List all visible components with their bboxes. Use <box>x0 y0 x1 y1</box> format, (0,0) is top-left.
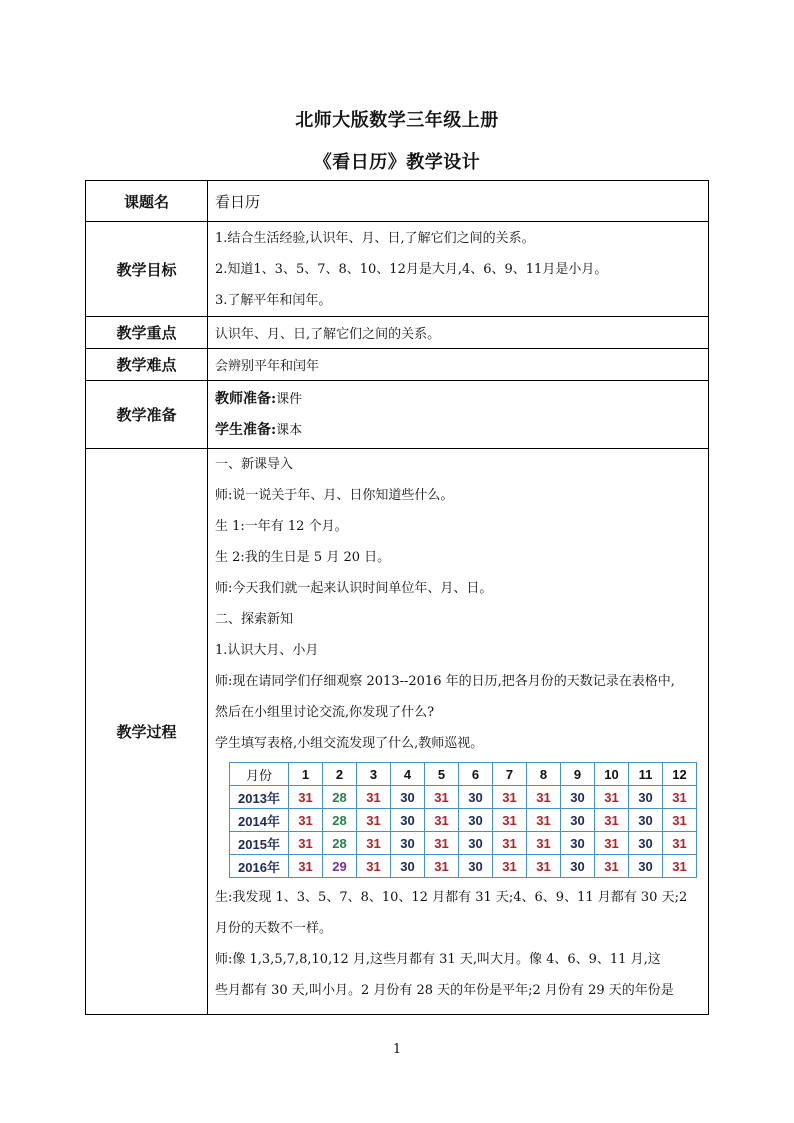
days-cell: 30 <box>561 832 595 855</box>
days-cell: 31 <box>289 809 323 832</box>
days-cell: 30 <box>629 786 663 809</box>
days-cell: 30 <box>391 832 425 855</box>
process-line: 些月都有 30 天,叫小月。2 月份有 28 天的年份是平年;2 月份有 29 天的年份是 <box>215 983 674 998</box>
days-cell: 31 <box>663 786 697 809</box>
focus-value: 认识年、月、日,了解它们之间的关系。 <box>208 317 709 349</box>
month-number: 6 <box>459 763 493 786</box>
days-cell: 30 <box>561 809 595 832</box>
days-cell: 31 <box>425 832 459 855</box>
process-label: 教学过程 <box>86 449 208 1015</box>
year-label: 2016年 <box>230 855 289 878</box>
days-cell: 31 <box>357 786 391 809</box>
student-prep-label: 学生准备: <box>215 421 277 438</box>
row-topic <box>86 181 709 222</box>
process-line: 师:说一说关于年、月、日你知道些什么。 <box>215 488 454 503</box>
month-number: 9 <box>561 763 595 786</box>
days-cell: 31 <box>595 786 629 809</box>
days-cell: 31 <box>527 855 561 878</box>
document-title: 北师大版数学三年级上册 <box>295 110 499 131</box>
days-cell: 31 <box>289 786 323 809</box>
month-number: 7 <box>493 763 527 786</box>
goals-label: 教学目标 <box>86 222 208 317</box>
days-cell: 28 <box>323 809 357 832</box>
year-row <box>230 855 697 878</box>
days-cell: 28 <box>323 786 357 809</box>
process-line: 生:我发现 1、3、5、7、8、10、12 月都有 31 天;4、6、9、11 月都有 30 天;2 <box>215 890 688 905</box>
month-days-table <box>229 762 697 878</box>
month-number: 8 <box>527 763 561 786</box>
process-line: 学生填写表格,小组交流发现了什么,教师巡视。 <box>215 736 484 751</box>
days-cell: 30 <box>561 786 595 809</box>
days-cell: 28 <box>323 832 357 855</box>
difficulty-value: 会辨别平年和闰年 <box>208 349 709 381</box>
month-number: 5 <box>425 763 459 786</box>
year-row <box>230 832 697 855</box>
process-line: 师:像 1,3,5,7,8,10,12 月,这些月都有 31 天,叫大月。像 4、6、9、11 月,这 <box>215 952 661 967</box>
days-cell: 31 <box>527 786 561 809</box>
days-cell: 29 <box>323 855 357 878</box>
days-cell: 31 <box>663 832 697 855</box>
days-cell: 31 <box>493 809 527 832</box>
days-cell: 31 <box>493 855 527 878</box>
days-cell: 31 <box>357 855 391 878</box>
document-subtitle: 《看日历》教学设计 <box>313 152 481 173</box>
row-prep <box>86 381 709 449</box>
days-cell: 31 <box>595 809 629 832</box>
process-line: 一、新课导入 <box>215 457 294 472</box>
year-label: 2015年 <box>230 832 289 855</box>
year-label: 2013年 <box>230 786 289 809</box>
difficulty-label: 教学难点 <box>86 349 208 381</box>
days-cell: 30 <box>459 855 493 878</box>
days-cell: 31 <box>493 786 527 809</box>
process-line: 生 2:我的生日是 5 月 20 日。 <box>215 550 391 565</box>
days-cell: 31 <box>425 786 459 809</box>
month-header-label: 月份 <box>230 763 289 786</box>
month-number: 11 <box>629 763 663 786</box>
process-content <box>208 449 709 1015</box>
days-cell: 31 <box>357 832 391 855</box>
process-line: 二、探索新知 <box>215 612 294 627</box>
goal-item: 2.知道1、3、5、7、8、10、12月是大月,4、6、9、11月是小月。 <box>215 261 608 277</box>
goals-content <box>208 222 709 317</box>
process-line: 师:今天我们就一起来认识时间单位年、月、日。 <box>215 581 493 596</box>
process-line: 然后在小组里讨论交流,你发现了什么? <box>215 705 435 720</box>
days-cell: 31 <box>425 809 459 832</box>
month-number: 2 <box>323 763 357 786</box>
prep-content <box>208 381 709 449</box>
days-cell: 30 <box>629 809 663 832</box>
page-number: 1 <box>392 1042 402 1057</box>
days-cell: 31 <box>595 832 629 855</box>
year-label: 2014年 <box>230 809 289 832</box>
days-cell: 30 <box>459 832 493 855</box>
days-cell: 30 <box>391 809 425 832</box>
row-focus <box>86 317 709 349</box>
process-line: 生 1:一年有 12 个月。 <box>215 519 348 534</box>
row-difficulty <box>86 349 709 381</box>
days-cell: 30 <box>459 809 493 832</box>
teacher-prep-label: 教师准备: <box>215 390 277 407</box>
student-prep-value: 课本 <box>276 422 303 438</box>
goal-item: 1.结合生活经验,认识年、月、日,了解它们之间的关系。 <box>215 230 535 246</box>
days-cell: 31 <box>527 832 561 855</box>
days-cell: 31 <box>663 809 697 832</box>
teacher-prep-value: 课件 <box>276 391 303 407</box>
days-cell: 31 <box>357 809 391 832</box>
month-number: 10 <box>595 763 629 786</box>
process-line: 月份的天数不一样。 <box>215 921 333 936</box>
topic-value: 看日历 <box>208 181 709 222</box>
month-number: 12 <box>663 763 697 786</box>
month-header-row <box>230 763 697 786</box>
month-number: 3 <box>357 763 391 786</box>
prep-label: 教学准备 <box>86 381 208 449</box>
days-cell: 31 <box>289 855 323 878</box>
goal-item: 3.了解平年和闰年。 <box>215 292 332 308</box>
month-number: 4 <box>391 763 425 786</box>
days-cell: 30 <box>629 832 663 855</box>
year-row <box>230 786 697 809</box>
days-cell: 31 <box>289 832 323 855</box>
days-cell: 31 <box>493 832 527 855</box>
lesson-plan-table <box>85 180 709 1015</box>
topic-label: 课题名 <box>86 181 208 222</box>
days-cell: 30 <box>561 855 595 878</box>
process-line: 师:现在请同学们仔细观察 2013--2016 年的日历,把各月份的天数记录在表格中, <box>215 674 675 689</box>
days-cell: 30 <box>391 786 425 809</box>
row-process <box>86 449 709 1015</box>
student-prep <box>215 415 708 446</box>
teacher-prep <box>215 384 708 415</box>
days-cell: 30 <box>629 855 663 878</box>
days-cell: 31 <box>527 809 561 832</box>
month-number: 1 <box>289 763 323 786</box>
row-goals <box>86 222 709 317</box>
focus-label: 教学重点 <box>86 317 208 349</box>
days-cell: 31 <box>663 855 697 878</box>
days-cell: 31 <box>595 855 629 878</box>
days-cell: 31 <box>425 855 459 878</box>
process-line: 1.认识大月、小月 <box>215 643 319 658</box>
year-row <box>230 809 697 832</box>
days-cell: 30 <box>391 855 425 878</box>
days-cell: 30 <box>459 786 493 809</box>
